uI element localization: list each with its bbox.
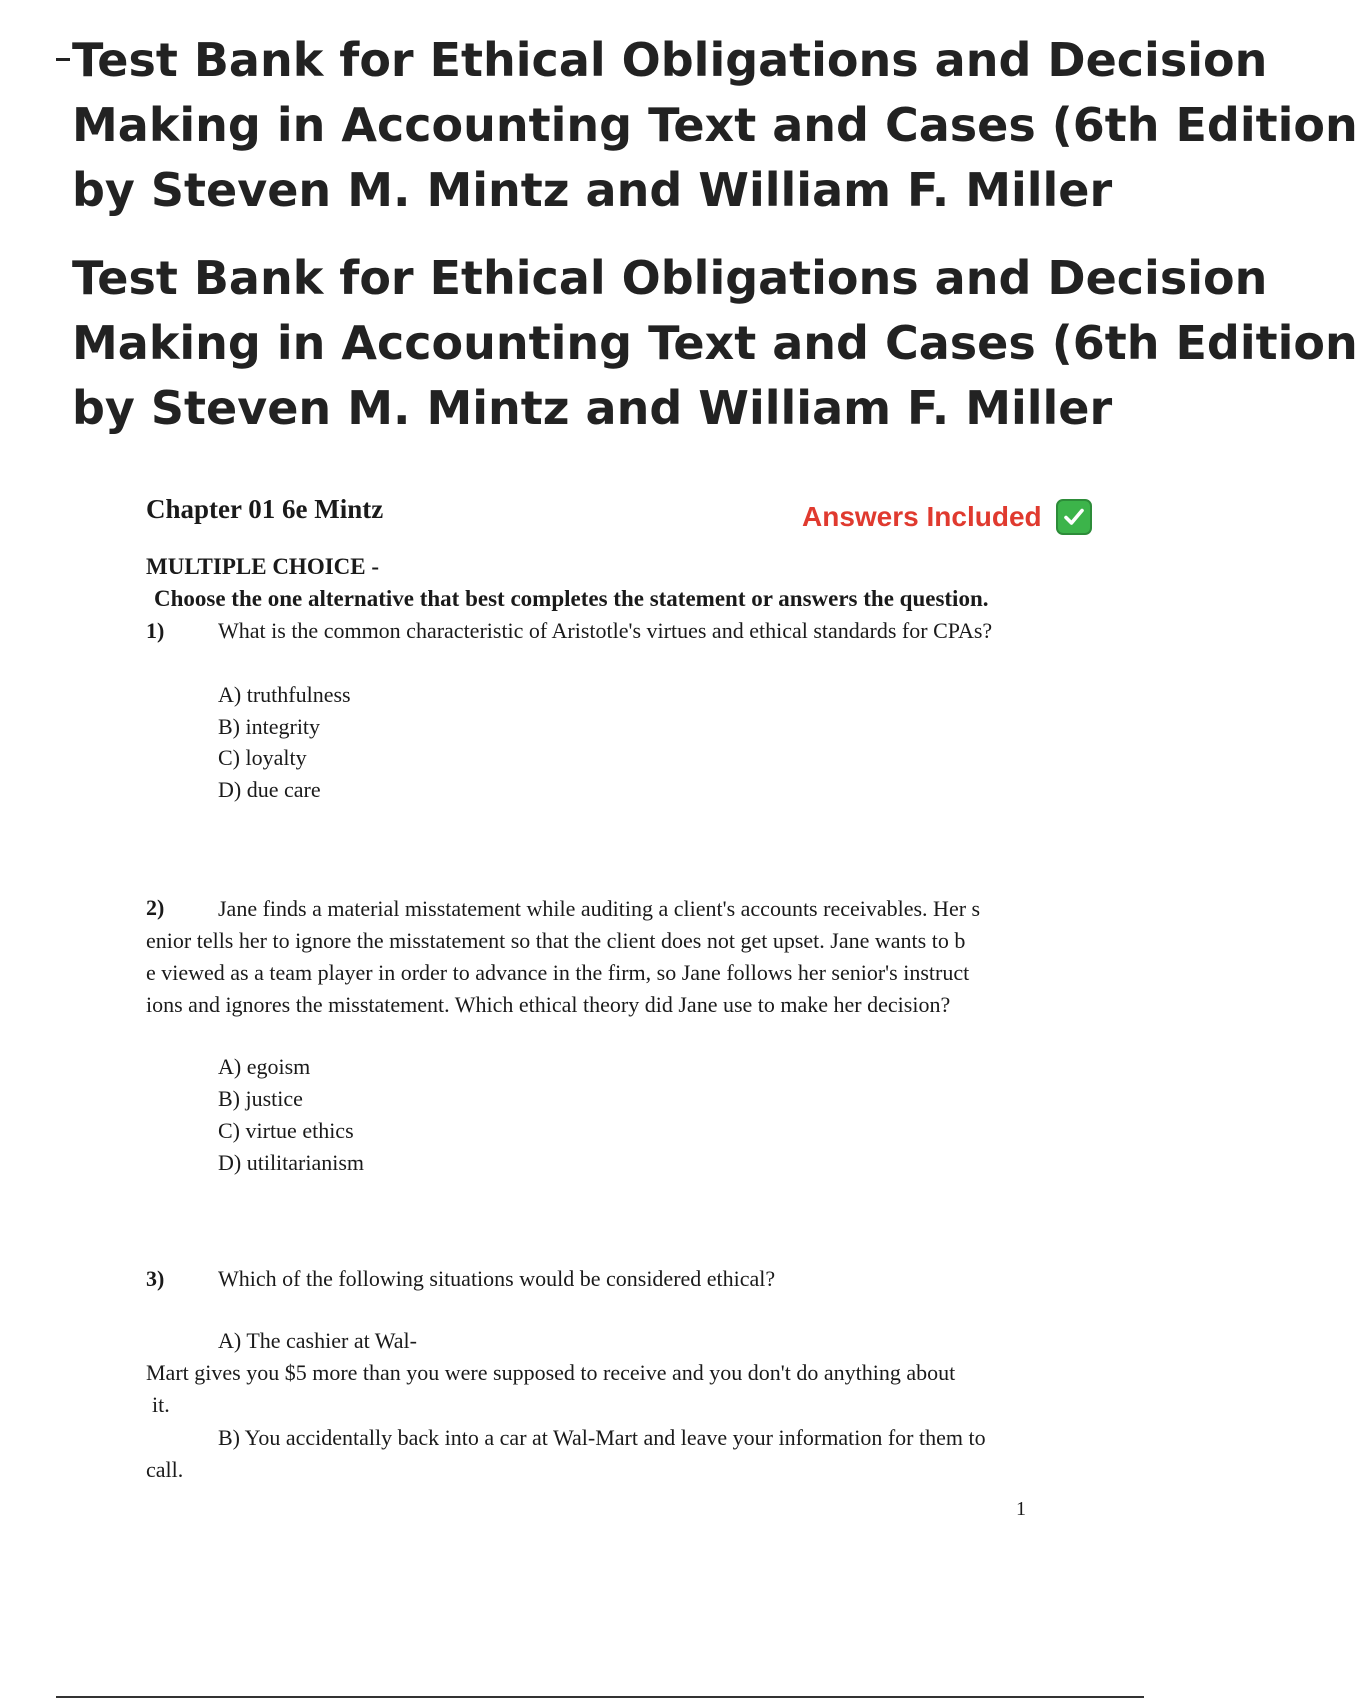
document-title-repeat [72, 246, 1358, 441]
answer-choice: it. [152, 1392, 170, 1417]
question-text-line: enior tells her to ignore the misstatement so that the client does not get upset. Jane wants to b [146, 928, 966, 953]
page-number: 1 [1016, 1498, 1026, 1520]
check-icon [1056, 499, 1092, 535]
title-line: Test Bank for Ethical Obligations and Decision [72, 33, 1268, 87]
title-line: by Steven M. Mintz and William F. Miller [72, 163, 1113, 217]
question-text-line: Jane finds a material misstatement while auditing a client's accounts receivables. Her s [218, 896, 981, 921]
question-number: 3) [146, 1266, 165, 1291]
question-text-line: e viewed as a team player in order to advance in the firm, so Jane follows her senior's instruct [146, 960, 970, 985]
answer-choice: B) integrity [218, 714, 321, 739]
question-text [146, 893, 1086, 1021]
answers-included-badge [802, 499, 1092, 535]
title-line: Making in Accounting Text and Cases (6th Edition [72, 98, 1358, 152]
answer-choice: A) truthfulness [218, 682, 351, 707]
answer-choice: D) utilitarianism [218, 1150, 365, 1175]
answer-choice: call. [146, 1457, 184, 1482]
answer-choice: B) justice [218, 1086, 303, 1111]
answer-choice: B) You accidentally back into a car at Wal-Mart and leave your information for them to [218, 1425, 986, 1450]
document-title [72, 28, 1358, 223]
question-text-line: ions and ignores the misstatement. Which ethical theory did Jane use to make her decision? [146, 992, 951, 1017]
answer-choice: D) due care [218, 777, 321, 802]
answer-choice: C) virtue ethics [218, 1118, 354, 1143]
title-dash [56, 58, 70, 61]
title-line: by Steven M. Mintz and William F. Miller [72, 381, 1113, 435]
question-number: 2) [146, 895, 165, 920]
answers-included-label: Answers Included [802, 501, 1042, 532]
question-text: Which of the following situations would be considered ethical? [218, 1266, 776, 1291]
section-label: MULTIPLE CHOICE - [146, 554, 380, 579]
page-divider [56, 1696, 1144, 1698]
answer-choice: Mart gives you $5 more than you were supposed to receive and you don't do anything about [146, 1360, 956, 1385]
question-number: 1) [146, 618, 165, 643]
instruction-text: Choose the one alternative that best completes the statement or answers the question. [154, 586, 989, 611]
title-line: Making in Accounting Text and Cases (6th Edition [72, 316, 1358, 370]
answer-choice: A) egoism [218, 1054, 311, 1079]
answer-choice: C) loyalty [218, 745, 307, 770]
title-line: Test Bank for Ethical Obligations and Decision [72, 251, 1268, 305]
answer-choice: A) The cashier at Wal- [218, 1328, 417, 1353]
question-text: What is the common characteristic of Aristotle's virtues and ethical standards for CPAs? [218, 618, 993, 643]
chapter-heading: Chapter 01 6e Mintz [146, 494, 384, 524]
